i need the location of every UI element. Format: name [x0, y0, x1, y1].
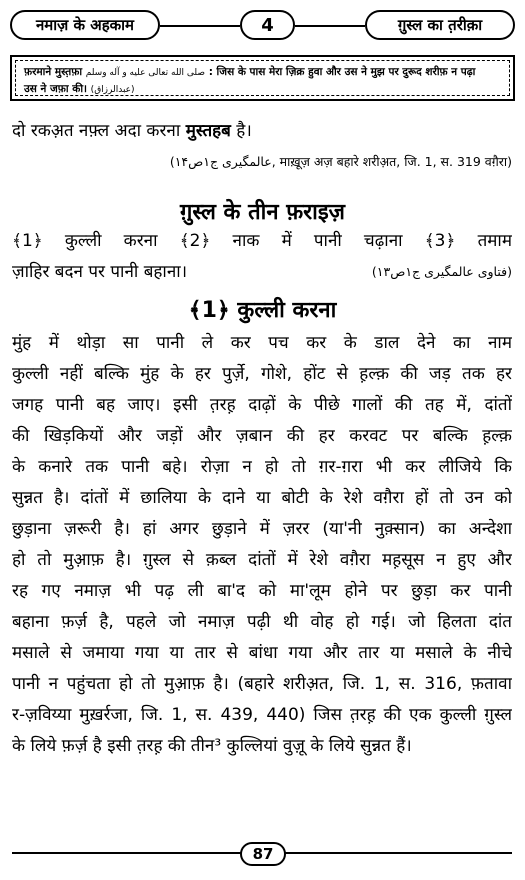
hadith-quote-box	[10, 55, 515, 101]
kulli-line: के कनारे तक पानी बहे। रोज़ा न हो तो ग़र-ग़रा भी कर लीजिये कि	[12, 457, 512, 477]
header-page-number: 4	[240, 10, 295, 40]
section-heading-kulli: ﴾1﴿ कुल्ली करना	[188, 298, 337, 323]
intro-bold-term: मुस्तहब	[185, 121, 231, 141]
quote-source: (عبدالرزاق)	[90, 85, 135, 95]
kulli-line: हो तो मुआ़फ़ है। ग़ुस्ल से क़ब्ल दांतों में रेशे वग़ैरा मह़सूस न हुए और	[12, 550, 512, 570]
kulli-line: रह गए नमाज़ भी पढ़ ली बा'द को मा'लूम होने पर छुड़ा कर पानी	[12, 581, 512, 601]
faraiz-line-2	[12, 259, 512, 290]
kulli-line: कुल्ली नहीं बल्कि मुंह के हर पुर्ज़े, गोशे, होंट से ह़ल्क़ की जड़ तक हर	[12, 364, 512, 384]
faraiz-reference: (فتاوی عالمگیری ج۱ص۱۳)	[371, 264, 512, 279]
kulli-line: मुंह में थोड़ा सा पानी ले कर पच कर के डाल देने का नाम	[12, 333, 512, 353]
kulli-line: पानी न पहुंचता हो तो मुआ़फ़ है। (बहारे शरीअ़त, जि. 1, स. 316, फ़तावा	[12, 674, 512, 694]
intro-reference	[12, 149, 512, 180]
faraiz-paragraph	[12, 228, 512, 290]
faraiz-line-1: ﴾1﴿ कुल्ली करना ﴾2﴿ नाक में पानी चढ़ाना ﴾3﴿ तमाम	[12, 231, 512, 251]
kulli-line: जगह पानी बह जाए। इसी त़रह़ दाढ़ों के पीछे गालों की तह में, दांतों	[12, 395, 512, 415]
kulli-line: की खिड़कियों और जड़ों और ज़बान की हर करवट पर बल्कि ह़ल्क़	[12, 426, 512, 446]
quote-label: फ़रमाने मुस्त़फ़ा	[24, 66, 83, 78]
kulli-line: बहाना फ़र्ज़ है, पहले जो नमाज़ पढ़ी थी वोह हो गई। जो हिलता दांत	[12, 612, 512, 632]
kulli-line: मसाले से जमाया गया या तार से बांधा गया और तार या मसाले के नीचे	[12, 643, 512, 663]
salutation-text: صلى الله تعالى عليه و آله وسلم	[85, 68, 206, 78]
kulli-line: सुन्नत है। दांतों में छालिया के दाने या बोटी के रेशे वग़ैरा हों तो उन को	[12, 488, 512, 508]
intro-paragraph	[12, 118, 512, 180]
header-rule-right	[295, 25, 365, 27]
quote-text-1: : जिस के पास मेरा ज़िक्र हुवा और उस ने मुझ पर दुरूद शरीफ़ न पढ़ा	[208, 66, 476, 78]
intro-line	[12, 118, 512, 149]
kulli-line: के लिये फ़र्ज़ है इसी त़रह़ की तीन³ कुल्लियां वुज़ू के लिये सुन्नत हैं।	[12, 736, 412, 756]
footer-page-number: 87	[240, 842, 286, 866]
kulli-line: र-ज़विय्या मुख़र्रजा, जि. 1, स. 439, 440) जिस त़रह़ की एक कुल्ली ग़ुस्ल	[12, 705, 512, 725]
chapter-title: ग़ुस्ल का त़रीक़ा	[365, 10, 515, 40]
intro-text-end: है।	[236, 121, 252, 141]
kulli-line: छुड़ाना ज़रूरी है। हां अगर छुड़ाने में ज़रर (या'नी नुक़्सान) का अन्देशा	[12, 519, 512, 539]
kulli-paragraph	[12, 330, 512, 764]
quote-text-2: उस ने जफ़ा की।	[24, 83, 88, 95]
book-title: नमाज़ के अहकाम	[10, 10, 160, 40]
header-rule-left	[160, 25, 240, 27]
page-header	[10, 10, 515, 42]
section-heading-faraiz: ग़ुस्ल के तीन फ़राइज़	[180, 200, 345, 225]
faraiz-line-2-text: ज़ाहिर बदन पर पानी बहाना।	[12, 262, 188, 282]
intro-ref-text: , माख़ूज़ अज़ बहारे शरीअ़त, जि. 1, स. 319 वग़ैरा)	[271, 154, 512, 169]
intro-ref-arabic: (عالمگیری ج۱ص۱۴	[169, 154, 272, 169]
intro-text: दो रकअ़त नफ़्ल अदा करना	[12, 121, 181, 141]
